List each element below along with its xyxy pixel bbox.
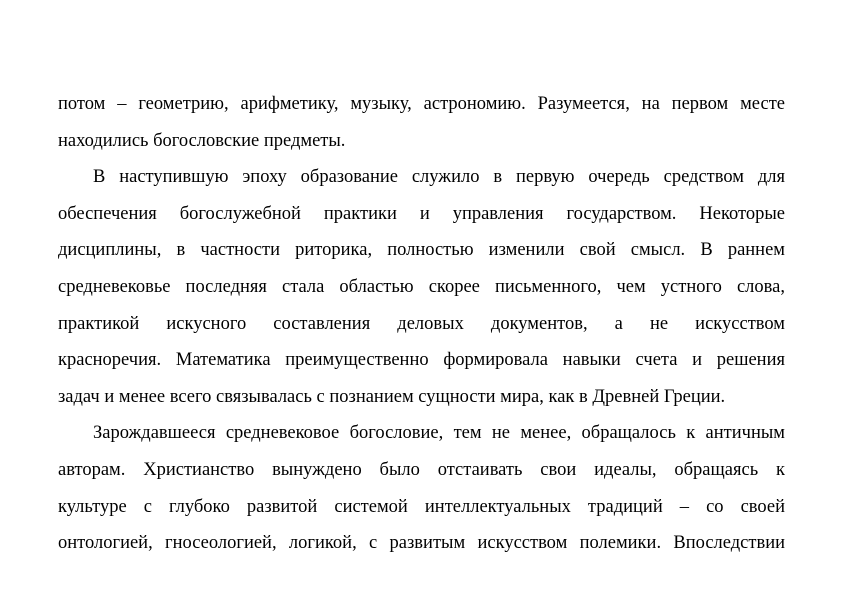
text-line: потом – геометрию, арифметику, музыку, астрономию. Разумеется, на первом месте bbox=[58, 94, 785, 114]
text-line: онтологией, гносеологией, логикой, с развитым искусством полемики. Впоследствии bbox=[58, 533, 785, 554]
text-line: авторам. Христианство вынуждено было отстаивать свои идеалы, обращаясь к bbox=[58, 459, 785, 480]
paragraph-end-line: задач и менее всего связывалась с познанием сущности мира, как в Древней Греции. bbox=[58, 386, 726, 407]
text-line: культуре с глубоко развитой системой интеллектуальных традиций – со своей bbox=[58, 496, 785, 517]
body-text bbox=[58, 86, 785, 562]
paragraph-start-line: Зарождавшееся средневековое богословие, тем не менее, обращалось к античным bbox=[93, 423, 785, 444]
text-line: дисциплины, в частности риторика, полностью изменили свой смысл. В раннем bbox=[58, 240, 785, 261]
text-line: средневековье последняя стала областью скорее письменного, чем устного слова, bbox=[58, 276, 785, 297]
text-line: красноречия. Математика преимущественно формировала навыки счета и решения bbox=[58, 350, 785, 371]
paragraph-end-line: находились богословские предметы. bbox=[58, 130, 346, 151]
paragraph-start-line: В наступившую эпоху образование служило в первую очередь средством для bbox=[93, 167, 785, 188]
text-line: практикой искусного составления деловых документов, а не искусством bbox=[58, 313, 785, 334]
text-line: обеспечения богослужебной практики и управления государством. Некоторые bbox=[58, 203, 785, 224]
